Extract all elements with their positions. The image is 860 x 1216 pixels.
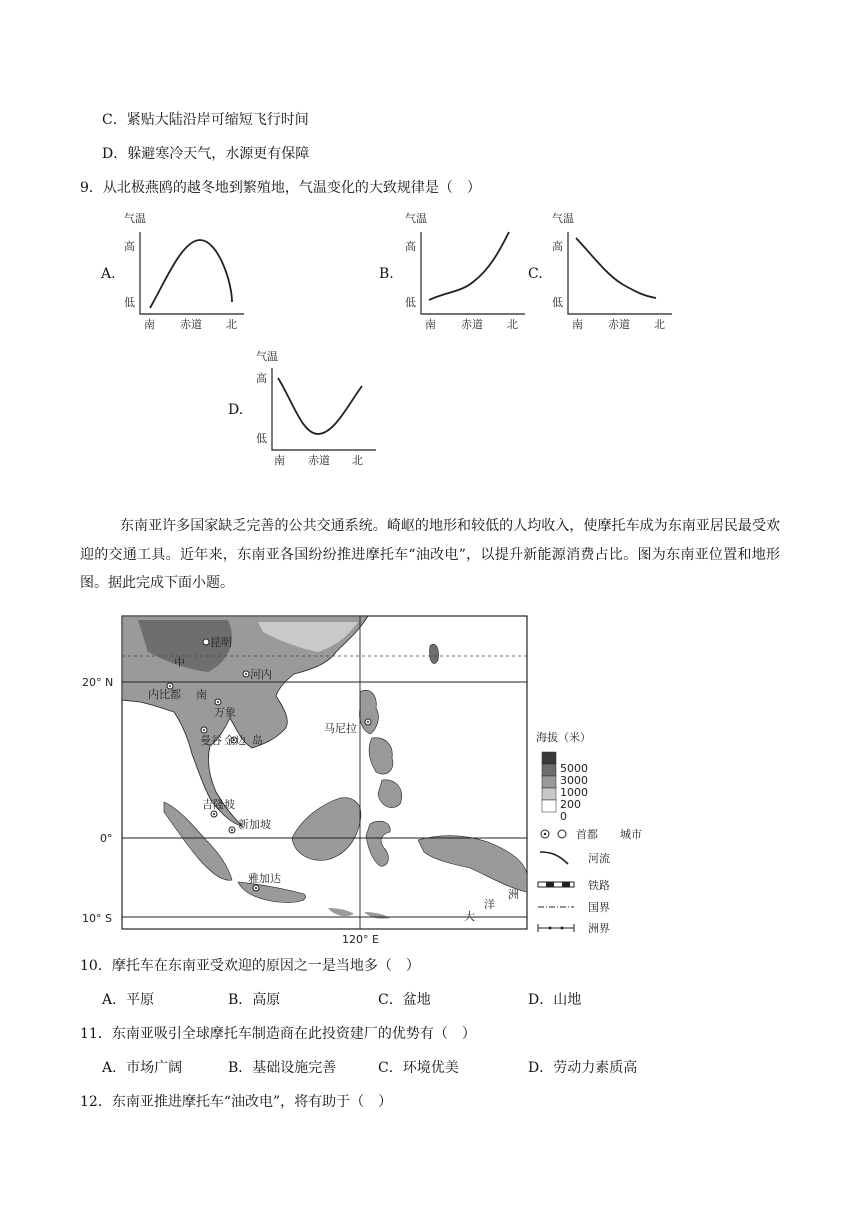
graph-ylabel: 气温 [256, 350, 278, 363]
legend-river: 河流 [588, 852, 610, 865]
legend-swatch-3000 [542, 764, 556, 776]
label-hanoi: 河内 [250, 668, 272, 681]
map-svg [78, 612, 688, 948]
graph-tick-south: 南 [144, 318, 155, 331]
q9-graph-c [548, 212, 678, 332]
graph-high-label: 高 [124, 240, 135, 253]
q10-option-b: B．高原 [228, 992, 281, 1008]
q9-stem: 9．从北极燕鸥的越冬地到繁殖地，气温变化的大致规律是（ ） [80, 180, 481, 196]
graph-curve-valley [278, 378, 362, 434]
passage: 东南亚许多国家缺乏完善的公共交通系统。崎岖的地形和较低的人均收入，使摩托车成为东南亚居民最受欢迎的交通工具。近年来，东南亚各国纷纷推进摩托车“油改电”，以提升新能源消费占比。图为东南亚位置和地形图。据此完成下面小题。 [80, 518, 780, 591]
label-nan: 南 [196, 688, 207, 701]
q9-graph-d [252, 350, 382, 470]
q9-graph-d-svg [252, 350, 382, 470]
q9-graph-c-svg [548, 212, 678, 332]
legend-level-0: 0 [560, 810, 567, 823]
q9-option-b-label: B. [379, 266, 394, 282]
legend-swatch-1000 [542, 776, 556, 788]
label-kunming: 昆明 [210, 636, 232, 649]
label-da: 大 [464, 910, 475, 923]
legend-city-icon [558, 830, 566, 838]
graph-high-label: 高 [552, 240, 563, 253]
legend-level-5000: 5000 [560, 762, 588, 775]
lon-label-120e: 120° E [342, 933, 379, 946]
q9-option-a-label: A. [101, 266, 116, 282]
q8-option-d: D．躲避寒冷天气，水源更有保障 [102, 146, 310, 162]
graph-curve-hump [150, 240, 232, 308]
legend-city: 城市 [620, 828, 642, 841]
lat-label-equator: 0° [100, 832, 113, 845]
lat-label-10s: 10° S [82, 912, 112, 925]
q12-stem: 12．东南亚推进摩托车“油改电”，将有助于（ ） [80, 1094, 393, 1110]
graph-curve-falling [576, 238, 656, 298]
graph-tick-south: 南 [572, 318, 583, 331]
label-phnom-penh: 金边 [224, 734, 246, 747]
southeast-asia-map [78, 612, 688, 952]
legend-swatch-200 [542, 788, 556, 800]
graph-tick-south: 南 [274, 454, 285, 467]
graph-tick-north: 北 [352, 454, 363, 467]
legend-railway: 铁路 [588, 879, 610, 892]
legend-swatch-5000 [542, 752, 556, 764]
q11-option-b: B．基础设施完善 [228, 1060, 337, 1076]
graph-tick-north: 北 [654, 318, 665, 331]
q11-option-c: C．环境优美 [378, 1060, 459, 1076]
graph-low-label: 低 [552, 296, 563, 309]
legend-swatch-0 [542, 800, 556, 812]
graph-ylabel: 气温 [552, 212, 574, 225]
legend-capital: 首都 [576, 828, 598, 841]
graph-ylabel: 气温 [405, 212, 427, 225]
label-jakarta: 雅加达 [248, 872, 281, 885]
legend-title: 海拔（米） [536, 731, 591, 744]
graph-tick-equator: 赤道 [180, 318, 202, 331]
graph-curve-rising [429, 232, 509, 300]
label-zhong: 中 [174, 656, 185, 669]
graph-axes [568, 232, 672, 314]
graph-axes [421, 232, 525, 314]
graph-axes [272, 368, 376, 450]
q9-graph-b [401, 212, 531, 332]
graph-axes [140, 232, 244, 314]
q9-graph-b-svg [401, 212, 531, 332]
graph-low-label: 低 [405, 296, 416, 309]
label-yang: 洋 [484, 898, 495, 911]
graph-ylabel: 气温 [124, 212, 146, 225]
label-manila: 马尼拉 [324, 722, 357, 735]
graph-tick-equator: 赤道 [461, 318, 483, 331]
legend-level-200: 200 [560, 798, 581, 811]
q11-option-a: A．市场广阔 [102, 1060, 183, 1076]
legend-river-icon [540, 852, 568, 864]
q9-option-d-label: D. [228, 402, 244, 418]
q9-graph-a [120, 212, 250, 332]
label-bangkok: 曼谷 [200, 734, 222, 747]
taiwan-island [430, 644, 439, 663]
label-vientiane: 万象 [214, 706, 236, 719]
q10-option-d: D．山地 [528, 992, 582, 1008]
legend-level-3000: 3000 [560, 774, 588, 787]
graph-tick-south: 南 [425, 318, 436, 331]
label-dao: 岛 [252, 734, 263, 747]
legend-national-border: 国界 [588, 901, 610, 914]
label-kuala-lumpur: 吉隆坡 [202, 798, 235, 811]
lat-label-20n: 20° N [82, 676, 114, 689]
q10-option-a: A．平原 [102, 992, 155, 1008]
graph-high-label: 高 [256, 372, 267, 385]
legend-continent-border: 洲界 [588, 922, 610, 935]
graph-low-label: 低 [124, 296, 135, 309]
q10-stem: 10．摩托车在东南亚受欢迎的原因之一是当地多（ ） [80, 958, 420, 974]
label-zhou: 洲 [508, 888, 519, 901]
graph-tick-north: 北 [507, 318, 518, 331]
graph-tick-equator: 赤道 [308, 454, 330, 467]
graph-tick-equator: 赤道 [608, 318, 630, 331]
q9-option-c-label: C. [528, 266, 543, 282]
q11-option-d: D．劳动力素质高 [528, 1060, 638, 1076]
graph-low-label: 低 [256, 432, 267, 445]
q9-graph-a-svg [120, 212, 250, 332]
graph-high-label: 高 [405, 240, 416, 253]
q10-option-c: C．盆地 [378, 992, 431, 1008]
label-singapore: 新加坡 [238, 818, 271, 831]
graph-tick-north: 北 [226, 318, 237, 331]
city-marker [203, 639, 209, 645]
q11-stem: 11．东南亚吸引全球摩托车制造商在此投资建厂的优势有（ ） [80, 1026, 476, 1042]
label-naypyidaw: 内比都 [148, 688, 181, 701]
legend-level-1000: 1000 [560, 786, 588, 799]
q8-option-c: C．紧贴大陆沿岸可缩短飞行时间 [102, 112, 309, 128]
